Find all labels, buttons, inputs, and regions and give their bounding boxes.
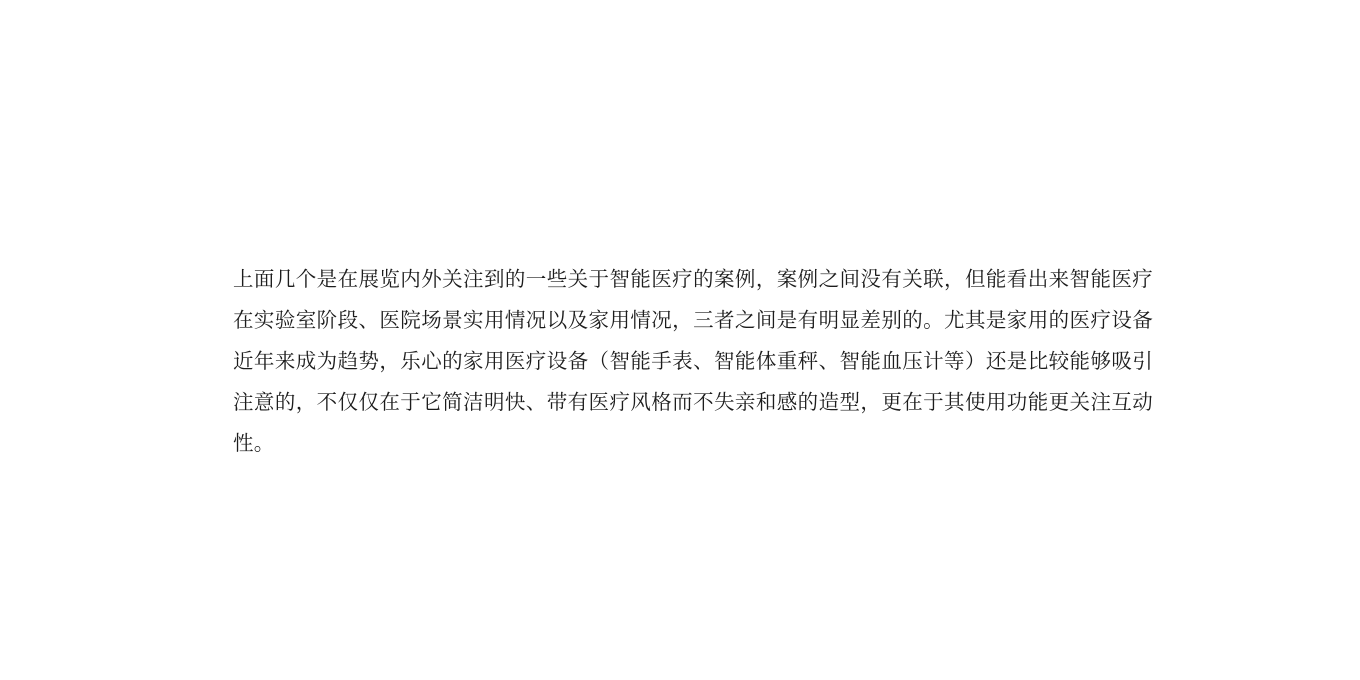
body-paragraph: 上面几个是在展览内外关注到的一些关于智能医疗的案例，案例之间没有关联，但能看出来智能医疗在实验室阶段、医院场景实用情况以及家用情况，三者之间是有明显差别的。尤其是家用的医疗设备近年来成为趋势，乐心的家用医疗设备（智能手表、智能体重秤、智能血压计等）还是比较能够吸引注意的，不仅仅在于它简洁明快、带有医疗风格而不失亲和感的造型，更在于其使用功能更关注互动性。 [233, 267, 1153, 455]
